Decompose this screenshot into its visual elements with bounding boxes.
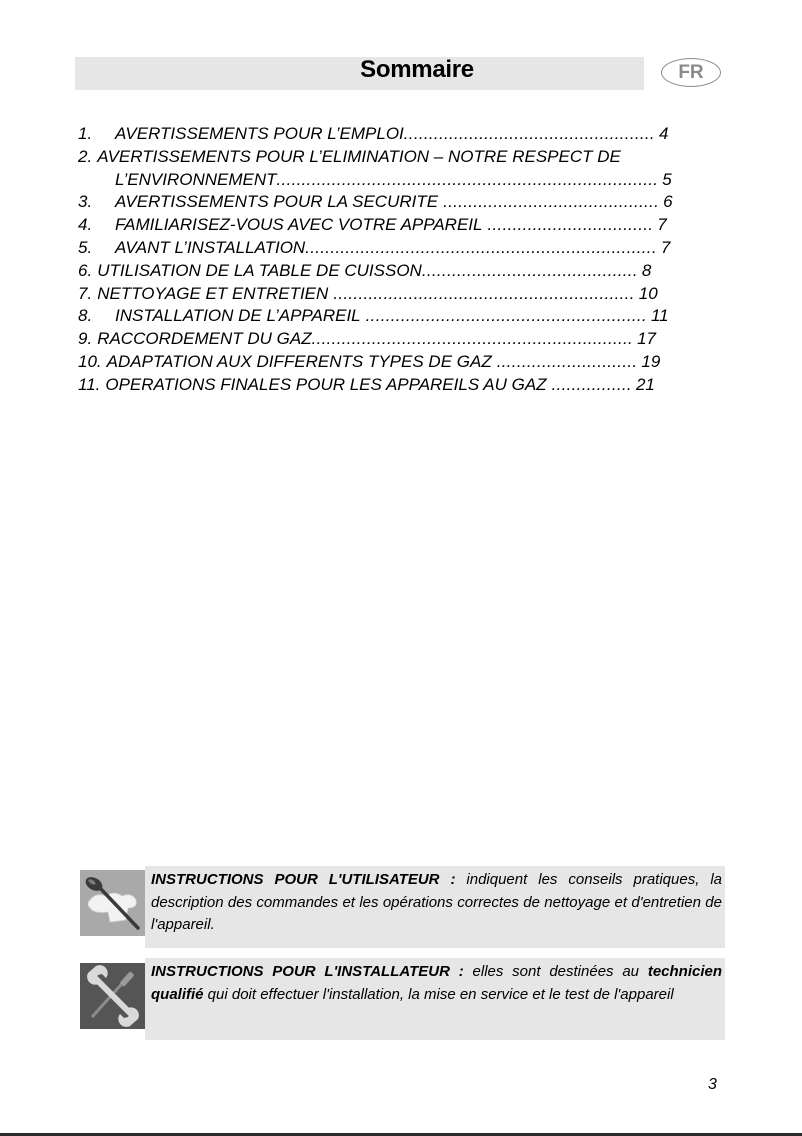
toc-entry-page: 7 <box>660 237 671 257</box>
toc-entry-number: 8. <box>78 306 93 326</box>
toc-entry[interactable] <box>78 305 726 328</box>
spoon-chef-hat-icon <box>80 870 145 936</box>
toc-entry-number: 11. <box>78 374 101 394</box>
toc-entry-page: 5 <box>662 169 672 189</box>
page-title: Sommaire <box>360 56 474 83</box>
toc-entry-number: 6. <box>78 260 93 280</box>
toc-dot-leader: ............................ <box>491 351 638 371</box>
toc-entry-title: AVANT L’INSTALLATION <box>115 237 306 257</box>
toc-entry-title: ADAPTATION AUX DIFFERENTS TYPES DE GAZ <box>106 351 492 371</box>
wrench-screwdriver-icon <box>80 963 145 1029</box>
toc-entry-page: 17 <box>637 329 656 349</box>
user-instructions-note <box>145 866 725 948</box>
toc-dot-leader: ........................................................ <box>360 306 647 326</box>
toc-entry-page: 7 <box>657 215 667 235</box>
toc-entry-title: NETTOYAGE ET ENTRETIEN <box>97 283 329 303</box>
toc-dot-leader: ................................................................ <box>311 329 634 349</box>
toc-entry[interactable] <box>78 328 726 351</box>
toc-entry-number: 5. <box>78 237 93 257</box>
toc-dot-leader: ............................................................ <box>328 283 635 303</box>
installer-instructions-text-continued: qui doit effectuer l'installation, la mise en service et le test de l'appareil <box>203 985 674 1003</box>
toc-dot-leader: ................ <box>546 374 632 394</box>
user-instructions-label: INSTRUCTIONS POUR L'UTILISATEUR : <box>151 871 456 888</box>
toc-dot-leader: .................................................. <box>403 124 655 143</box>
toc-entry-page: 11 <box>650 306 669 326</box>
toc-entry-title: OPERATIONS FINALES POUR LES APPAREILS AU GAZ <box>105 374 547 394</box>
toc-entry-page: 8 <box>641 260 652 280</box>
toc-entry-page: 21 <box>635 374 655 394</box>
toc-entry-number: 2. <box>78 146 93 166</box>
toc-entry-title: FAMILIARISEZ-VOUS AVEC VOTRE APPAREIL <box>115 215 483 235</box>
toc-dot-leader: ........................................... <box>438 192 660 212</box>
toc-entry-title: L’ENVIRONNEMENT <box>115 169 277 189</box>
toc-dot-leader: ............................................................................ <box>276 169 659 189</box>
toc-entry-page: 19 <box>641 351 661 371</box>
installer-instructions-label: INSTRUCTIONS POUR L'INSTALLATEUR : <box>151 963 464 980</box>
toc-entry[interactable] <box>78 237 726 260</box>
toc-entry[interactable] <box>78 191 726 214</box>
toc-entry-title: RACCORDEMENT DU GAZ <box>97 329 312 349</box>
toc-entry-page: 6 <box>663 192 673 212</box>
qualified-technician-emphasis: technicien qualifié <box>151 963 723 1003</box>
toc-entry-page: 4 <box>658 124 669 143</box>
toc-entry[interactable] <box>78 123 726 146</box>
language-badge: FR <box>661 58 721 87</box>
toc-entry[interactable] <box>78 146 726 169</box>
toc-dot-leader: ................................. <box>482 215 654 235</box>
toc-entry-title: AVERTISSEMENTS POUR L’ELIMINATION – NOTRE RESPECT DE <box>97 146 621 166</box>
toc-dot-leader: ........................................... <box>421 260 638 280</box>
toc-entry[interactable] <box>78 169 726 192</box>
toc-entry[interactable] <box>78 374 726 397</box>
toc-dot-leader: ...................................................................... <box>305 237 657 257</box>
toc-entry-number: 3. <box>78 192 93 212</box>
toc-entry-title: AVERTISSEMENTS POUR LA SECURITE <box>115 192 439 212</box>
toc-entry-title: UTILISATION DE LA TABLE DE CUISSON <box>97 260 422 280</box>
toc-entry-title: AVERTISSEMENTS POUR L’EMPLOI <box>115 124 404 143</box>
installer-instructions-note <box>145 958 725 1040</box>
toc-entry-title: INSTALLATION DE L’APPAREIL <box>115 306 361 326</box>
table-of-contents <box>78 123 726 397</box>
toc-entry[interactable] <box>78 260 726 283</box>
toc-entry[interactable] <box>78 283 726 306</box>
toc-entry-number: 4. <box>78 215 93 235</box>
title-bar <box>75 57 644 90</box>
toc-entry-number: 10. <box>78 351 102 371</box>
toc-entry-page: 10 <box>638 283 658 303</box>
page-number: 3 <box>708 1076 717 1093</box>
toc-entry-number: 7. <box>78 283 93 303</box>
installer-instructions-text: elles sont destinées au <box>463 963 648 980</box>
toc-entry[interactable] <box>78 351 726 374</box>
toc-entry-number: 9. <box>78 329 93 349</box>
toc-entry[interactable] <box>78 214 726 237</box>
toc-entry-number: 1. <box>78 124 93 143</box>
user-instructions-text: indiquent les conseils pratiques, la description des commandes et les opérations correctes de nettoyage et d'entretien de l'appareil. <box>151 871 722 933</box>
